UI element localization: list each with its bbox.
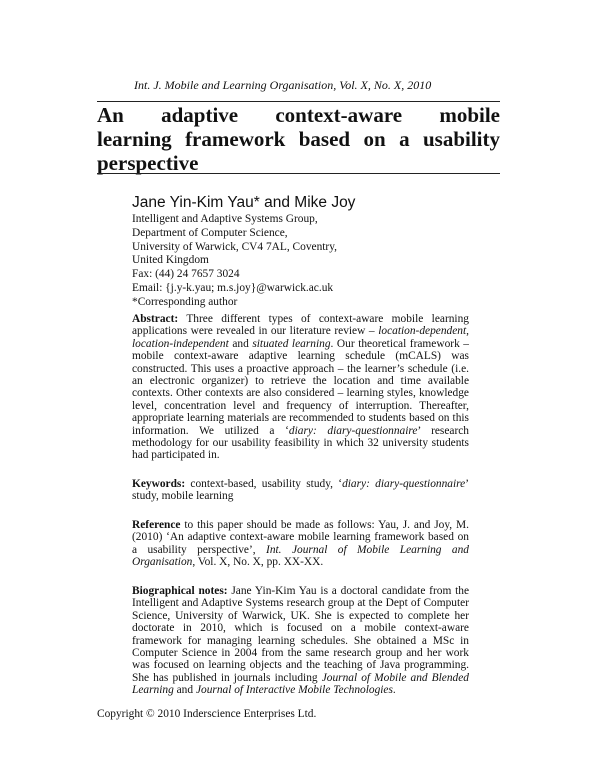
reference-text: , Vol. X, No. X, pp. XX-XX. [192,556,324,569]
keywords-term: diary: diary-questionnaire [342,478,466,490]
abstract-text: ’ research methodology for our usability feasibility in which 32 university students had participated in. [132,424,470,462]
affiliation-university: University of Warwick, CV4 7AL, Coventry, [132,240,338,253]
bio-text: and [173,684,196,697]
reference-note [132,519,469,569]
affiliation-email: Email: {j.y-k.yau; m.s.joy}@warwick.ac.uk [132,281,334,294]
affiliation-fax: Fax: (44) 24 7657 3024 [132,268,240,281]
abstract-text: Three different types of context-aware mobile learning applications were revealed in our literature review – [132,313,469,338]
bio-journal: Journal of Mobile and Blended Learning [132,671,470,697]
title-line-3: perspective [97,151,199,175]
corresponding-author-note: *Corresponding author [132,295,238,308]
journal-citation: Int. J. Mobile and Learning Organisation, Vol. X, No. X, 2010 [134,78,432,92]
bio-label: Biographical notes: [132,585,228,597]
affiliation-group: Intelligent and Adaptive Systems Group, [132,213,318,225]
reference-text: to this paper should be made as follows: Yau, J. and Joy, M. (2010) ‘An adaptive context-aware mobile learning framework based on a usability perspective’, [132,519,469,556]
title-line-1: An adaptive context-aware mobile [97,103,500,127]
affiliation-country: United Kingdom [132,254,209,267]
title-line-2: learning framework based on a usability [97,127,500,151]
bio-journal: Journal of Interactive Mobile Technologies [195,684,393,697]
keywords-text: ’ study, mobile learning [132,478,469,503]
abstract-term: situated learning [252,337,331,350]
keywords [132,478,469,503]
abstract-term: diary: diary-questionnaire [288,424,418,437]
abstract [132,313,469,462]
abstract-text: . Our theoretical framework – mobile context-aware adaptive learning schedule (mCALS) was constructed. This uses a proactive approach – the learner’s schedule (i.e. an electronic organizer) to retrieve the location and time available contexts. Other contexts are also considered – learning styles, knowledge level, concentration level and frequency of interruption. Thereafter, appropriate learning materials are recommended to students based on this information. We utilized a ‘ [132,337,469,437]
copyright-notice: Copyright © 2010 Inderscience Enterprises Ltd. [97,708,317,720]
bio-text: Jane Yin-Kim Yau is a doctoral candidate from the Intelligent and Adaptive Systems research group at the Dept of Computer Science, University of Warwick, UK. She is expected to complete her doctorate in 2010, which is focused on a mobile context-aware framework for managing learning schedules. She obtained a MSc in Computer Science in 2004 from the same research group and her work was focused on learning objects and the teaching of Java programming. She has published in journals including [132,585,469,684]
reference-label: Reference [132,519,181,531]
title-top-rule [97,101,500,102]
title-bottom-rule [97,173,500,174]
paper-title [97,103,500,175]
author-affiliation [132,213,462,310]
reference-journal: Int. Journal of Mobile Learning and Organisation [132,543,469,569]
abstract-text: , [466,325,469,338]
abstract-term: location-independent [132,337,229,350]
biographical-notes [132,585,469,697]
bio-text: . [392,684,396,697]
abstract-term: location-dependent [378,325,467,338]
author-names: Jane Yin-Kim Yau* and Mike Joy [132,194,356,211]
keywords-text: context-based, usability study, ‘ [185,478,343,490]
abstract-text: and [228,337,253,350]
keywords-label: Keywords: [132,478,186,490]
abstract-label: Abstract: [132,313,179,325]
affiliation-department: Department of Computer Science, [132,226,288,239]
